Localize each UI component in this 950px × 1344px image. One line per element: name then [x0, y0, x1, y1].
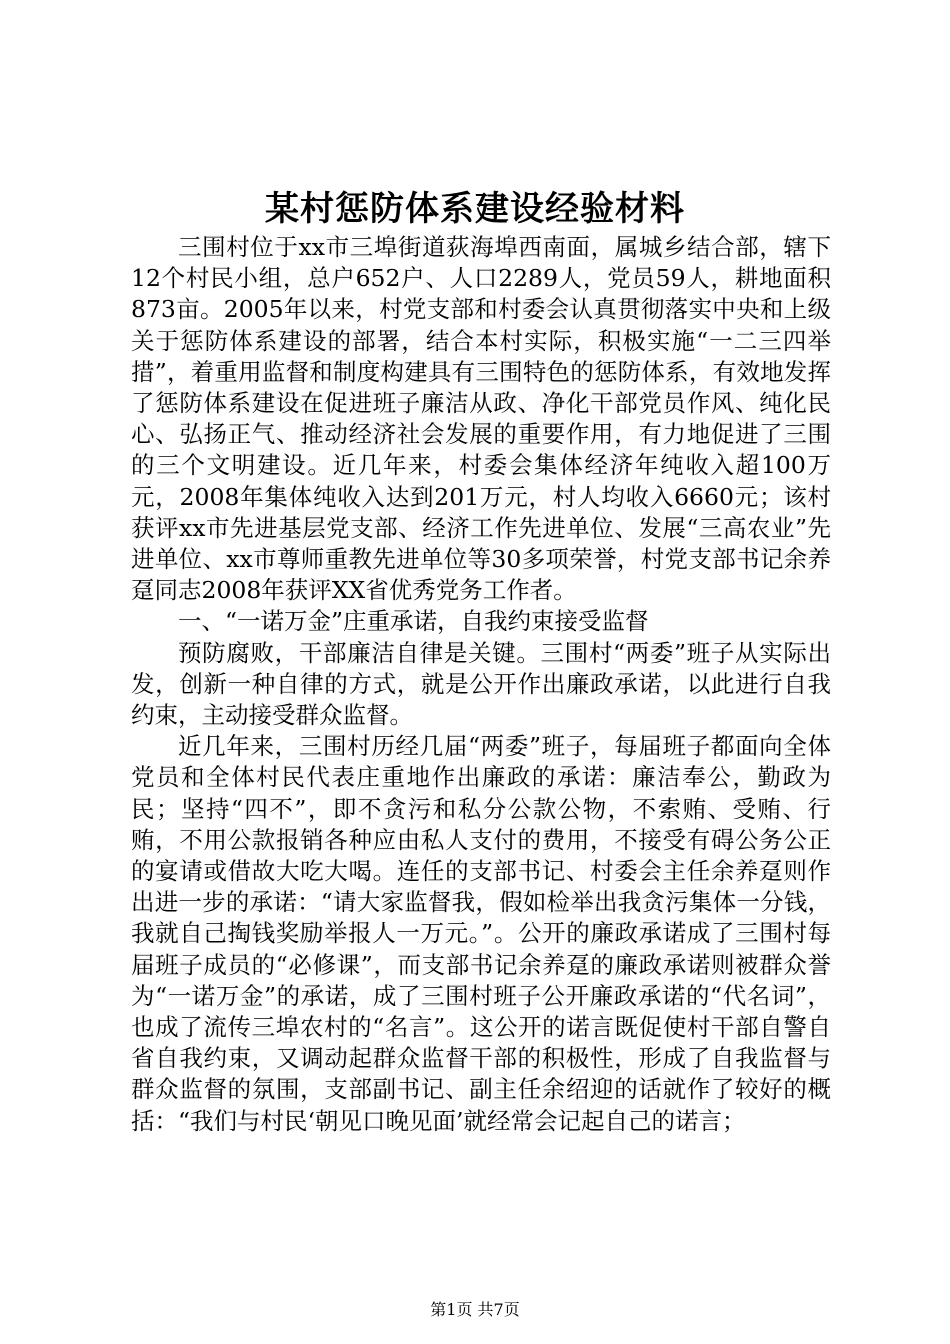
- page-footer: 第1页 共7页: [430, 1300, 520, 1319]
- section-heading-1: 一、“一诺万金”庄重承诺，自我约束接受监督: [178, 607, 649, 636]
- paragraph-commitment: 近几年来，三围村历经几届“两委”班子，每届班子都面向全体党员和全体村民代表庄重地作出廉政的承诺：廉洁奉公，勤政为民；坚持“四不”，即不贪污和私分公款公物，不索贿、受贿、行贿，不用公款报销各种应由私人支付的费用，不接受有碍公务公正的宴请或借故大吃大喝。连任的支部书记、村委会主任余养趸则作出进一步的承诺：“请大家监督我，假如检举出我贪污集体一分钱，我就自己掏钱奖励举报人一万元。”。公开的廉政承诺成了三围村每届班子成员的“必修课”，而支部书记余养趸的廉政承诺则被群众誉为“一诺万金”的承诺，成了三围村班子公开廉政承诺的“代名词”，也成了流传三埠农村的“名言”。这公开的诺言既促使村干部自警自省自我约束，又调动起群众监督干部的积极性，形成了自我监督与群众监督的氛围，支部副书记、副主任余绍迎的话就作了较好的概括：“我们与村民‘朝见口晚见面’就经常会记起自己的诺言；: [131, 732, 831, 1135]
- document-body: [131, 232, 831, 1137]
- paragraph-intro: 三围村位于xx市三埠街道荻海埠西南面，属城乡结合部，辖下12个村民小组，总户652户、人口2289人，党员59人，耕地面积873亩。2005年以来，村党支部和村委会认真贯彻落实中央和上级关于惩防体系建设的部署，结合本村实际，积极实施“一二三四举措”，着重用监督和制度构建具有三围特色的惩防体系，有效地发挥了惩防体系建设在促进班子廉洁从政、净化干部党员作风、纯化民心、弘扬正气、推动经济社会发展的重要作用，有力地促进了三围的三个文明建设。近几年来，村委会集体经济年纯收入超100万元，2008年集体纯收入达到201万元，村人均收入6660元；该村获评xx市先进基层党支部、经济工作先进单位、发展“三高农业”先进单位、xx市尊师重教先进单位等30多项荣誉，村党支部书记余养趸同志2008年获评XX省优秀党务工作者。: [131, 233, 831, 605]
- paragraph-prevention: 预防腐败，干部廉洁自律是关键。三围村“两委”班子从实际出发，创新一种自律的方式，就是公开作出廉政承诺，以此进行自我约束，主动接受群众监督。: [131, 638, 831, 730]
- document-title: 某村惩防体系建设经验材料: [265, 189, 685, 229]
